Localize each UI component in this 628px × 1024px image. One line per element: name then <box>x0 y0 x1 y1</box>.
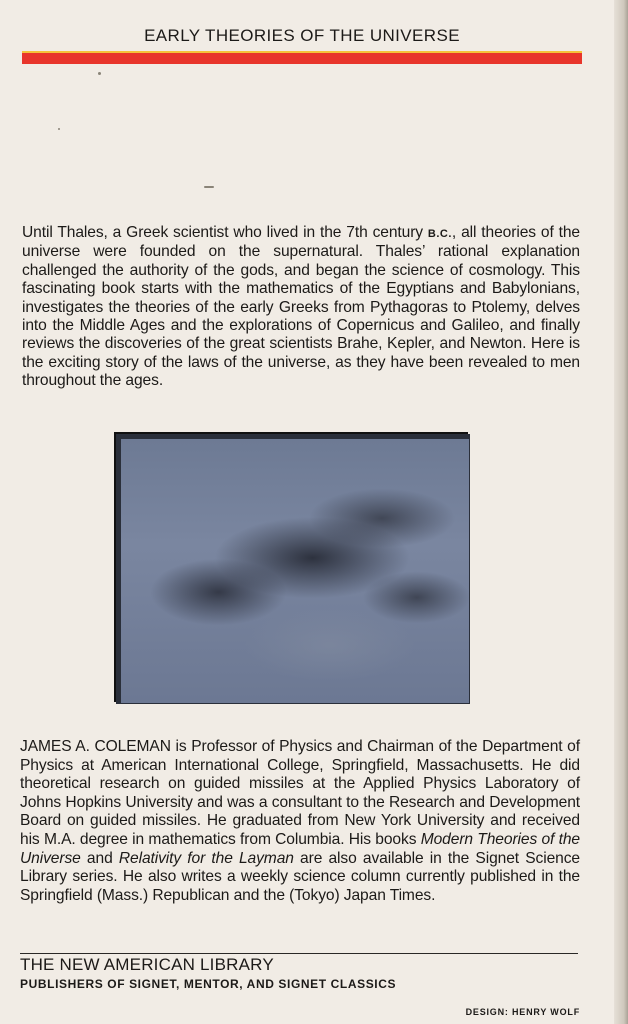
cosmos-photo <box>121 439 469 703</box>
page-title: EARLY THEORIES OF THE UNIVERSE <box>144 26 460 45</box>
design-credit: DESIGN: HENRY WOLF <box>465 1007 580 1017</box>
paper-speck <box>204 186 214 188</box>
book-spine-edge <box>614 0 628 1024</box>
title-color-bar <box>22 51 582 64</box>
footer-divider <box>20 953 578 954</box>
cosmos-photo-frame <box>116 434 470 704</box>
publisher-name: THE NEW AMERICAN LIBRARY <box>20 955 274 974</box>
author-biography: JAMES A. COLEMAN is Professor of Physics and Chairman of the Department of Physics at American International College, Springfield, Massachusetts. He did theoretical research on guided missiles at the Applied Physics Laboratory of Johns Hopkins University and was a consultant to the Research and Development Board on guided missiles. He graduated from New York University and received his M.A. degree in mathematics from Columbia. His books Modern Theories of the Universe and Relativity for the Layman are also available in the Signet Science Library series. He also writes a weekly science column currently published in the Springfield (Mass.) Republican and the (Tokyo) Japan Times. <box>20 738 581 904</box>
book-title-relativity: Relativity for the Layman <box>118 849 294 867</box>
book-title-modern-theories: Modern Theories of the Universe <box>20 830 580 867</box>
publisher-imprints: PUBLISHERS OF SIGNET, MENTOR, AND SIGNET CLASSICS <box>20 977 397 991</box>
book-description: Until Thales, a Greek scientist who lived in the 7th century B.C., all theories of the universe were founded on the supernatural. Thales’ rational explanation challenged the authority of the gods, and began the science of cosmology. This fascinating book starts with the mathematics of the Egyptians and Babylonians, investigates the theories of the early Greeks from Pythagoras to Ptolemy, delves into the Middle Ages and the explorations of Copernicus and Galileo, and finally reviews the discoveries of the great scientists Brahe, Kepler, and Newton. Here is the exciting story of the laws of the universe, as they have been revealed to men throughout the ages. <box>22 224 580 390</box>
era-abbreviation: B.C. <box>427 228 452 240</box>
paper-speck <box>98 72 101 75</box>
paper-speck <box>58 128 60 130</box>
